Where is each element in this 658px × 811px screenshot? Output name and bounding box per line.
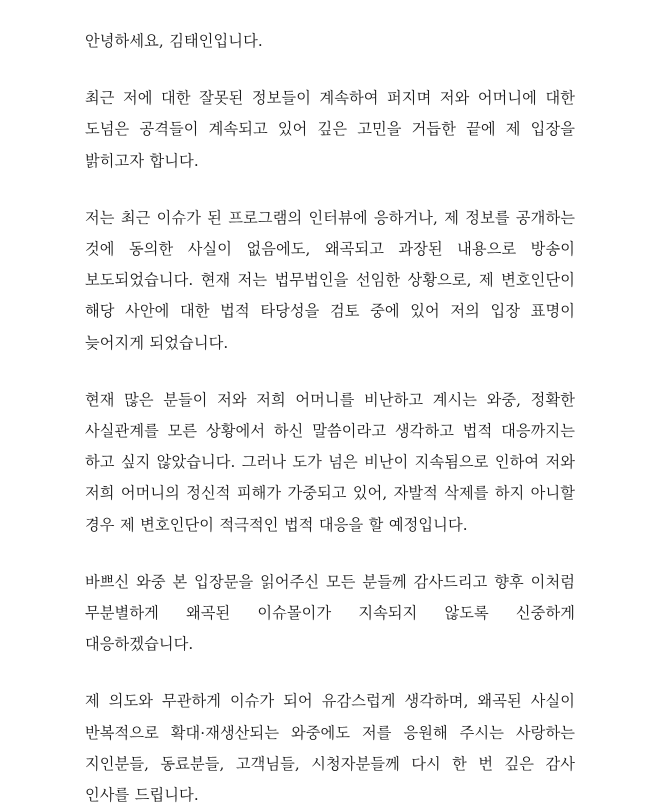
paragraph-intro: 최근 저에 대한 잘못된 정보들이 계속하여 퍼지며 저와 어머니에 대한 도넘은 공격들이 계속되고 있어 깊은 고민을 거듭한 끝에 제 입장을 밝히고자 합니다.	[85, 89, 575, 170]
statement-body	[85, 26, 575, 811]
paragraph-thanks-caution: 바쁘신 와중 본 입장문을 읽어주신 모든 분들께 감사드리고 향후 이처럼 무분별하게 왜곡된 이슈몰이가 지속되지 않도록 신중하게 대응하겠습니다.	[85, 572, 575, 654]
paragraph-closing: 제 의도와 무관하게 이슈가 되어 유감스럽게 생각하며, 왜곡된 사실이 반복적으로 확대·재생산되는 와중에도 저를 응원해 주시는 사랑하는 지인분들, 동료분들, 고객님들, 시청자분들께 다시 한 번 깊은 감사 인사를 드립니다.	[85, 692, 575, 805]
paragraph-greeting: 안녕하세요, 김태인입니다.	[85, 32, 263, 50]
paragraph-legal-warning: 현재 많은 분들이 저와 저희 어머니를 비난하고 계시는 와중, 정확한 사실관계를 모른 상황에서 하신 말씀이라고 생각하고 법적 대응까지는 하고 싶지 않았습니다. 그러나 도가 넘은 비난이 지속됨으로 인하여 저와 저희 어머니의 정신적 피해가 가중되고 있어, 자발적 삭제를 하지 아니할 경우 제 변호인단이 적극적인 법적 대응을 할 예정입니다.	[85, 390, 575, 534]
paragraph-broadcast-claim: 저는 최근 이슈가 된 프로그램의 인터뷰에 응하거나, 제 정보를 공개하는 것에 동의한 사실이 없음에도, 왜곡되고 과장된 내용으로 방송이 보도되었습니다. 현재 저는 법무법인을 선임한 상황으로, 제 변호인단이 해당 사안에 대한 법적 타당성을 검토 중에 있어 저의 입장 표명이 늦어지게 되었습니다.	[85, 208, 575, 352]
